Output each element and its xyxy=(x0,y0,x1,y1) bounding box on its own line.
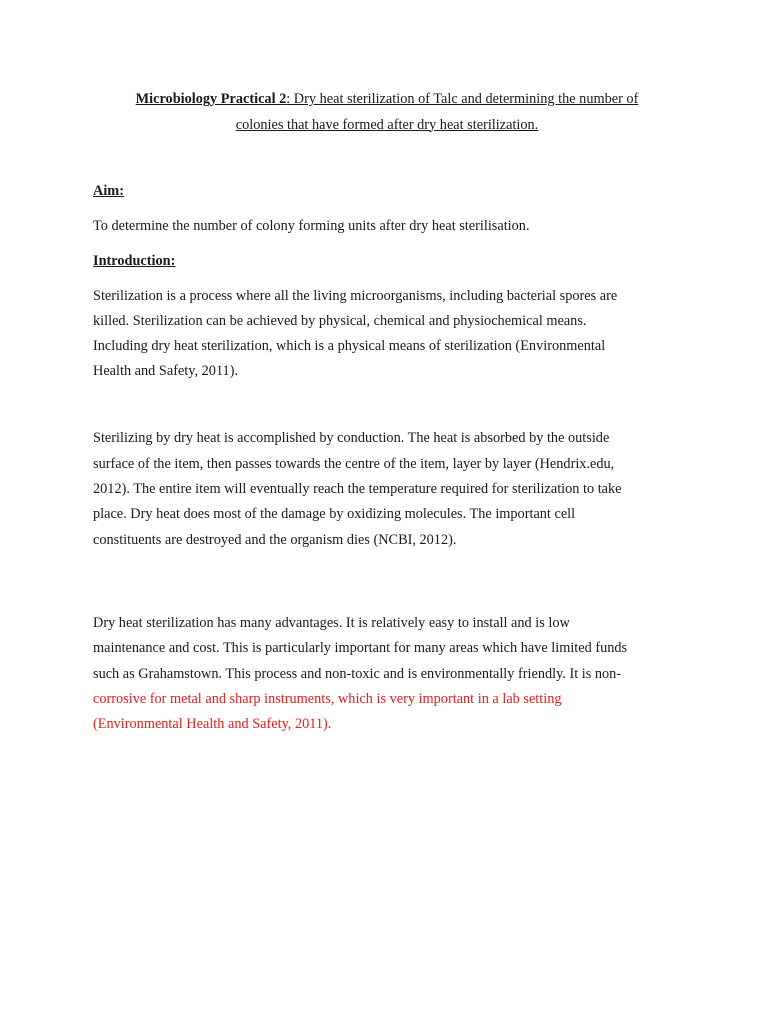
highlighted-line: corrosive for metal and sharp instruments, which is very important in a lab setting xyxy=(93,691,562,707)
title-line-1 xyxy=(136,91,639,107)
paragraph-line: such as Grahamstown. This process and non-toxic and is environmentally friendly. It is non- xyxy=(93,666,622,682)
title-line-2: colonies that have formed after dry heat sterilization. xyxy=(235,116,539,133)
paragraph-line: constituents are destroyed and the organism dies (NCBI, 2012). xyxy=(93,532,457,548)
paragraph-line: Dry heat sterilization has many advantages. It is relatively easy to install and is low xyxy=(93,615,570,631)
paragraph-line: Health and Safety, 2011). xyxy=(93,363,239,379)
aim-heading: Aim: xyxy=(93,183,124,199)
highlighted-line: (Environmental Health and Safety, 2011). xyxy=(93,716,332,732)
title-rest-line-1: : Dry heat sterilization of Talc and determining the number of xyxy=(286,91,639,107)
aim-text: To determine the number of colony forming units after dry heat sterilisation. xyxy=(93,218,530,234)
paragraph-line: Including dry heat sterilization, which is a physical means of sterilization (Environmental xyxy=(93,338,606,354)
paragraph-line: surface of the item, then passes towards the centre of the item, layer by layer (Hendrix.edu, xyxy=(93,456,615,472)
paragraph-line: 2012). The entire item will eventually reach the temperature required for sterilization to take xyxy=(93,481,622,497)
title-bold-part: Microbiology Practical 2 xyxy=(135,91,287,107)
introduction-heading: Introduction: xyxy=(93,253,176,269)
paragraph-line: place. Dry heat does most of the damage by oxidizing molecules. The important cell xyxy=(93,506,576,522)
document-title xyxy=(93,87,681,138)
paragraph-line: Sterilization is a process where all the living microorganisms, including bacterial spores are xyxy=(93,288,618,304)
paragraph-line: Sterilizing by dry heat is accomplished by conduction. The heat is absorbed by the outside xyxy=(93,430,610,446)
paragraph-line: maintenance and cost. This is particularly important for many areas which have limited funds xyxy=(93,640,628,656)
paragraph-line: killed. Sterilization can be achieved by physical, chemical and physiochemical means. xyxy=(93,313,587,329)
